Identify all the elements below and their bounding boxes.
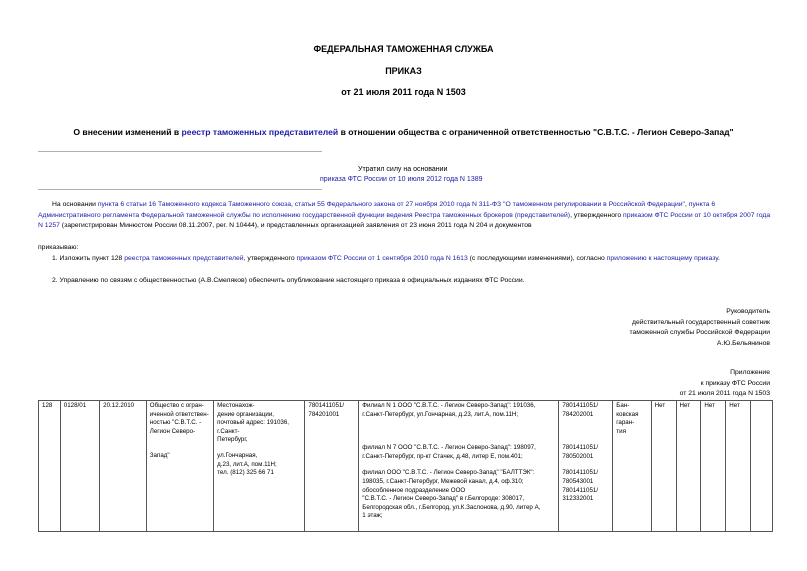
branch-code-3: 7801411051/ 780543001	[562, 469, 599, 485]
branch-4: обособленное подразделение ООО "С.В.Т.С. - Легион Северо-Запад" в г.Белгороде: 308017, Белгородская обл., г.Белгород, ул.К.Заслонова, д.90, литер А, 1 этаж;	[362, 486, 541, 520]
status-repeal-link[interactable]: приказа ФТС России от 10 июля 2012 года N 1389	[320, 176, 483, 183]
signature-position: Руководитель	[726, 308, 770, 315]
branch-2: филиал N 7 ООО "С.В.Т.С. - Легион Северо-Запад": 198097, г.Санкт-Петербург, пр-кт Стачек, д.48, литер Е, пом.401;	[362, 444, 536, 460]
cell-org-name	[146, 401, 213, 532]
preamble-paragraph	[38, 200, 772, 232]
signature-service: таможенной службы Российской Федерации	[629, 329, 770, 336]
item1-text: .	[718, 255, 720, 262]
document-type: ПРИКАЗ	[385, 66, 422, 76]
document-title	[0, 127, 807, 137]
cell-address	[214, 401, 305, 532]
branch-1: Филиал N 1 ООО "С.В.Т.С. - Легион Северо-Запад": 191036, г.Санкт-Петербург, ул.Гончарная, д.23, лит.А, пом.11Н;	[362, 402, 536, 418]
cell-branch-codes	[559, 401, 613, 532]
appendix-date: от 21 июля 2011 года N 1503	[679, 390, 770, 397]
branch-code-1: 7801411051/ 784202001	[562, 402, 599, 418]
preamble-text: (зарегистрирован Минюстом России 08.11.2007, рег. N 10444), и представленных организацией заявления от 23 июня 2011 года N 204 и документов	[59, 222, 532, 229]
address-top: Местонахож- дение организации, почтовый адрес: 191036, г.Санкт- Петербург,	[217, 402, 289, 444]
registry-table	[38, 400, 773, 532]
divider-bottom	[38, 189, 322, 190]
cell-flag-1: Нет	[651, 401, 676, 532]
order-word: приказываю:	[38, 244, 79, 251]
registry-link[interactable]: реестра таможенных представителей	[124, 255, 244, 262]
order-1613-link[interactable]: приказом ФТС России от 1 сентября 2010 года N 1613	[296, 255, 468, 262]
status-text: Утратил силу на основании	[358, 166, 448, 173]
cell-date: 20.12.2010	[100, 401, 147, 532]
title-registry-link[interactable]: реестр таможенных представителей	[181, 127, 339, 137]
divider-top	[38, 151, 322, 152]
admin-regulation-link[interactable]: пункта 6 Административного регламента Федеральной таможенной службы по исполнению государственной функции ведения Реестра таможенных брокеров (представителей)	[38, 201, 716, 219]
address-bottom: ул.Гончарная, д.23, лит.А, пом.11Н; тел. (812) 325 66 71	[217, 451, 277, 477]
preamble-text: ,	[684, 201, 689, 208]
cell-flag-4: Нет	[726, 401, 751, 532]
appendix-title: Приложение	[730, 369, 770, 376]
table-row	[39, 401, 773, 532]
item1-text: 1. Изложить пункт 128	[52, 255, 125, 262]
branch-code-4: 7801411051/ 312332001	[562, 486, 599, 503]
tc-article-link[interactable]: пункта 6 статьи 16 Таможенного кодекса Таможенного союза	[97, 201, 291, 208]
preamble-text: На основании	[52, 201, 98, 208]
item1-text: , утвержденного	[243, 255, 297, 262]
appendix-header	[590, 368, 770, 400]
org-name-bottom: Запад"	[149, 452, 170, 460]
order-item-1	[52, 254, 772, 265]
appendix-ref: к приказу ФТС России	[700, 379, 770, 387]
order-item-2: 2. Управлению по связям с общественностью (А.В.Смеляков) обеспечить опубликование настоящего приказа в официальных изданиях ФТС России.	[52, 277, 525, 284]
signature-block	[590, 307, 770, 349]
branch-3: филиал ООО "С.В.Т.С. - Легион Северо-Запад" "БАЛТТЭК": 198035, г.Санкт-Петербург, Межевой канал, д.4, оф.310;	[362, 469, 535, 485]
order-1257-link[interactable]: приказом ФТС России от 10 октября 2007 года N 1257	[38, 211, 771, 229]
federal-law-link[interactable]: статьи 55 Федерального закона от 27 ноября 2010 года N 311-ФЗ "О таможенном регулировании в Российской Федерации"	[294, 201, 685, 208]
cell-guarantee: Бан- ковская гаран- тия	[613, 401, 651, 532]
appendix-link[interactable]: приложению к настоящему приказу	[606, 255, 718, 262]
title-text-post: в отношении общества с ограниченной ответственностью "С.В.Т.С. - Легион Северо-Запад"	[338, 127, 734, 137]
cell-flag-2: Нет	[676, 401, 701, 532]
preamble-text: ,	[290, 201, 295, 208]
preamble-text: , утвержденного	[570, 211, 624, 219]
signature-rank: действительный государственный советник	[632, 318, 770, 326]
cell-flag-3: Нет	[701, 401, 726, 532]
signature-name: А.Ю.Бельянинов	[716, 339, 770, 347]
org-name-top: Общество с огран- иченной ответствен- ностью "С.В.Т.С. - Легион Северо-	[149, 402, 209, 435]
cell-empty	[751, 401, 773, 532]
title-text-pre: О внесении изменений в	[73, 127, 182, 137]
cell-branches	[359, 401, 559, 532]
cell-number: 128	[39, 401, 61, 532]
cell-reg-number: 0128/01	[60, 401, 99, 532]
branch-code-2: 7801411051/ 780502001	[562, 444, 599, 460]
document-date: от 21 июля 2011 года N 1503	[341, 87, 466, 97]
agency-name: ФЕДЕРАЛЬНАЯ ТАМОЖЕННАЯ СЛУЖБА	[313, 44, 494, 54]
cell-inn-kpp: 7801411051/ 784201001	[305, 401, 359, 532]
item1-text: (с последующими изменениями), согласно	[467, 255, 607, 262]
